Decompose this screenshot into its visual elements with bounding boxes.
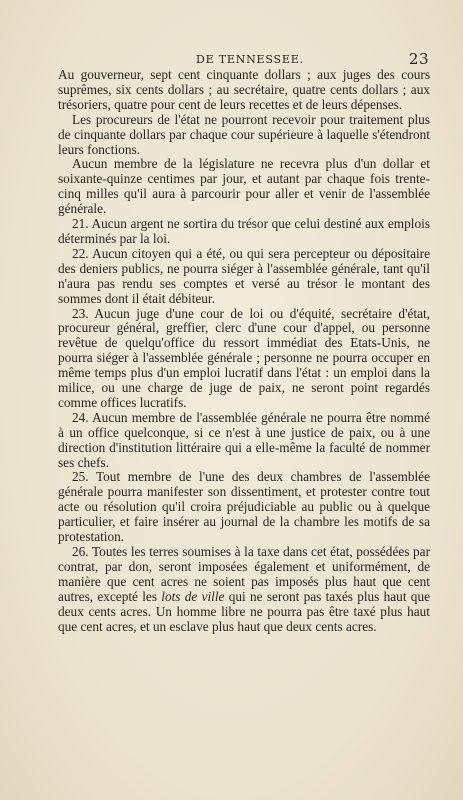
paragraph-procureurs: Les procureurs de l'état ne pourront recevoir pour traitement plus de cinquante dollars par chaque cour supérieure à laquelle s'étendront leurs fonctions. bbox=[58, 111, 430, 157]
page-number: 23 bbox=[408, 50, 429, 68]
paragraph-article-23: 23. Aucun juge d'une cour de loi ou d'équité, secrétaire d'état, procureur général, greffier, clerc d'une cour d'appel, ou personne revêtue de quelqu'office du ressort immédiat des Etats-Unis, ne pourra siéger à l'assemblée générale ; personne ne pourra occuper en même temps plus d'un emploi lucratif dans l'état : un emploi dans la milice, ou une charge de juge de paix, ne seront point regardés comme offices lucratifs. bbox=[58, 305, 430, 410]
article-26-text-before: 26. Toutes les terres soumises à la taxe dans cet état, possédées par contrat, par don, seront imposées également et uniformément, de manière que cent acres ne soient pas imposés plus haut que cent autres, excepté les bbox=[58, 544, 430, 604]
paragraph-article-22: 22. Aucun citoyen qui a été, ou qui sera percepteur ou dépositaire des deniers publics, ne pourra siéger à l'assemblée générale, tant qu'il n'aura pas rendu ses comptes et versé au trésor le montant des sommes dont il était débiteur. bbox=[58, 245, 430, 306]
running-head: DE TENNESSEE. bbox=[196, 53, 304, 66]
article-26-italic-term: lots de ville bbox=[161, 588, 225, 604]
paragraph-article-26 bbox=[58, 545, 430, 634]
page-body bbox=[58, 68, 430, 634]
paragraph-legislature-pay: Aucun membre de la législature ne recevra plus d'un dollar et soixante-quinze centimes par jour, et autant par chaque fois trente-cinq milles qu'il aura à parcourir pour aller et venir de l'assemblée générale. bbox=[58, 156, 430, 217]
paragraph-salaries: Au gouverneur, sept cent cinquante dollars ; aux juges des cours suprêmes, six cents dollars ; au secrétaire, quatre cents dollars ; aux trésoriers, quatre pour cent de leurs recettes et de leurs dépenses. bbox=[58, 67, 430, 112]
paragraph-article-25: 25. Tout membre de l'une des deux chambres de l'assemblée générale pourra manifester son dissentiment, et protester contre tout acte ou résolution qu'il croira préjudiciable au public ou à quelque particulier, et faire insérer au journal de la chambre les motifs de sa protestation. bbox=[58, 469, 430, 545]
article-26-text-after: qui ne seront pas taxés plus haut que deux cents acres. Un homme libre ne pourra pas être taxé plus haut que cent acres, et un esclave plus haut que deux cents acres. bbox=[58, 588, 430, 634]
paragraph-article-21: 21. Aucun argent ne sortira du trésor que celui destiné aux emplois déterminés par la loi. bbox=[58, 216, 430, 246]
paragraph-article-24: 24. Aucun membre de l'assemblée générale ne pourra être nommé à un office quelconque, si ce n'est à une justice de paix, ou à une direction d'institution littéraire qui a elle-même la faculté de nommer ses chefs. bbox=[58, 409, 430, 470]
